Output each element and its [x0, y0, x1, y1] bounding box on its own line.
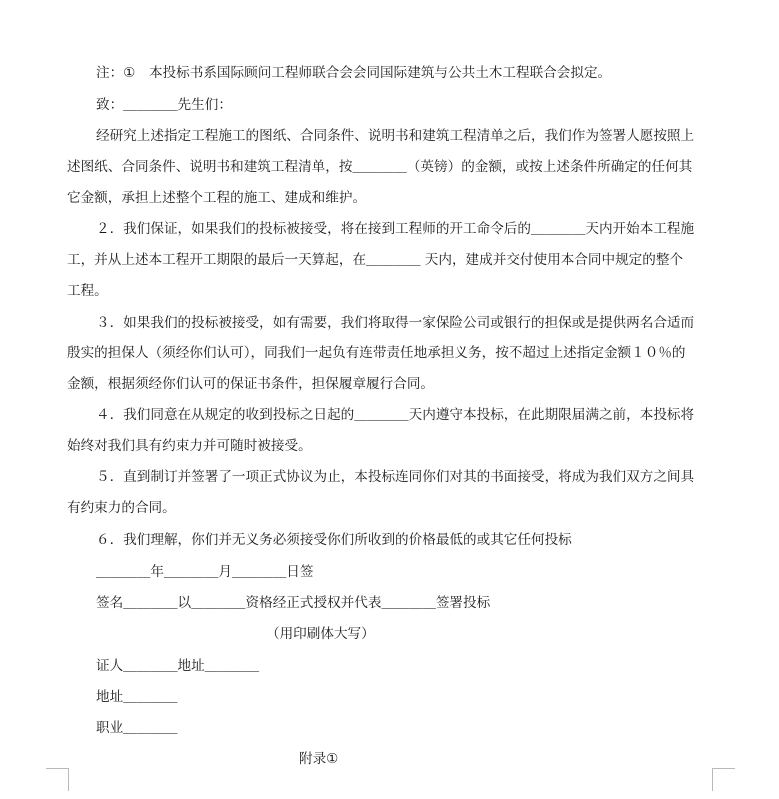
- paragraph-3-line-1: ３．如果我们的投标被接受，如有需要，我们将取得一家保险公司或银行的担保或是提供两名合适而: [96, 315, 695, 331]
- paragraph-6-line-1: ６．我们理解，你们并无义务必须接受你们所收到的价格最低的或其它任何投标: [96, 532, 572, 548]
- witness-line: 证人＿＿＿＿地址＿＿＿＿: [96, 658, 260, 674]
- paragraph-1-line-3: 它金额，承担上述整个工程的施工、建成和维护。: [67, 190, 367, 206]
- paragraph-1-line-1: 经研究上述指定工程施工的图纸、合同条件、说明书和建筑工程清单之后，我们作为签署人愿按照上: [96, 128, 695, 144]
- paragraph-3-line-3: 金额，根据须经你们认可的保证书条件，担保履章履行合同。: [67, 376, 435, 392]
- date-line: ＿＿＿＿年＿＿＿＿月＿＿＿＿日签: [96, 564, 314, 580]
- paragraph-2-line-3: 工程。: [67, 283, 108, 299]
- address-line: 地址＿＿＿＿: [96, 689, 178, 705]
- paragraph-3-line-2: 殷实的担保人（须经你们认可），同我们一起负有连带责任地承担义务，按不超过上述指定金额１０％的: [67, 345, 686, 361]
- paragraph-4-line-1: ４．我们同意在从规定的收到投标之日起的＿＿＿＿天内遵守本投标，在此期限届满之前，本投标将: [96, 407, 695, 423]
- salutation-line: 致：＿＿＿＿先生们：: [96, 97, 232, 113]
- occupation-line: 职业＿＿＿＿: [96, 720, 178, 736]
- paragraph-2-line-1: ２．我们保证，如果我们的投标被接受，将在接到工程师的开工命令后的＿＿＿＿天内开始本工程施: [96, 221, 695, 237]
- signature-line: 签名＿＿＿＿以＿＿＿＿资格经正式授权并代表＿＿＿＿签署投标: [96, 595, 491, 611]
- note-line: 注：① 本投标书系国际顾问工程师联合会会同国际建筑与公共土木工程联合会拟定。: [96, 65, 612, 81]
- paragraph-5-line-2: 有约束力的合同。: [67, 500, 176, 516]
- paragraph-1-line-2: 述图纸、合同条件、说明书和建筑工程清单，按＿＿＿＿（英镑）的金额，或按上述条件所确定的任何其: [67, 159, 693, 175]
- appendix-label: 附录①: [299, 751, 339, 767]
- crop-mark-right: [712, 768, 735, 791]
- paragraph-4-line-2: 始终对我们具有约束力并可随时被接受。: [67, 438, 312, 454]
- crop-mark-left: [46, 768, 69, 791]
- paragraph-5-line-1: ５．直到制订并签署了一项正式协议为止，本投标连同你们对其的书面接受，将成为我们双方之间具: [96, 469, 695, 485]
- print-note: （用印刷体大写）: [266, 626, 375, 642]
- paragraph-2-line-2: 工，并从上述本工程开工期限的最后一天算起，在＿＿＿＿ 天内，建成并交付使用本合同中规定的整个: [67, 252, 684, 268]
